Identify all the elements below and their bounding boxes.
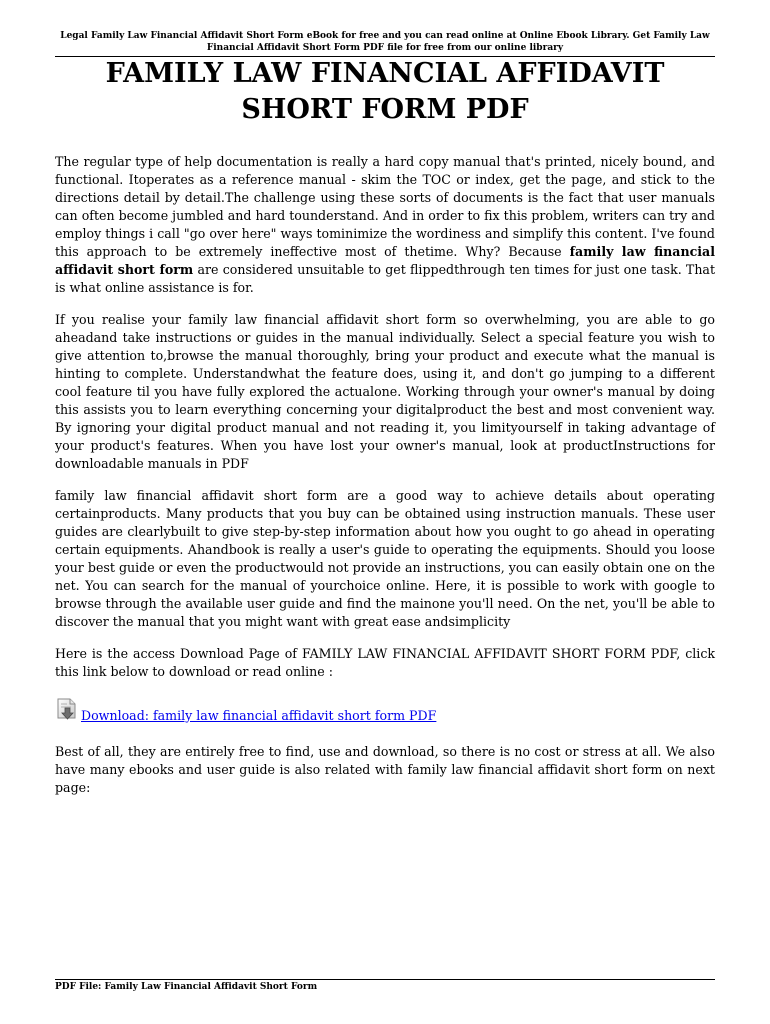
paragraph-good-way: family law financial affidavit short form are a good way to achieve details about operating certainproducts. Many products that you buy can be obtained using instruction manuals. These user guides are clearlybuilt to give step-by-step information about how you ought to go ahead in operating certain equipments. Ahandbook is really a user's guide to operating the equipments. Should you loose your best guide or even the productwould not provide an instructions, you can easily obtain one on the net. You can search for the manual of yourchoice online. Here, it is possible to work with google to browse through the available user guide and find the mainone you'll need. On the net, you'll be able to discover the manual that you might want with great ease andsimplicity xyxy=(55,488,715,629)
paragraph-best-of-all: Best of all, they are entirely free to find, use and download, so there is no cost or stress at all. We also have many ebooks and user guide is also related with family law financial affidavit short form on next page: xyxy=(55,744,715,795)
paragraph-intro-bold-keyword: family law financial affidavit short form xyxy=(55,244,715,277)
download-file-icon[interactable] xyxy=(56,698,78,720)
paragraph-overwhelming: If you realise your family law financial affidavit short form so overwhelming, you are able to go aheadand take instructions or guides in the manual individually. Select a special feature you wish to give attention to,browse the manual thoroughly, bring your product and execute what the manual is hinting to complete. Understandwhat the feature does, using it, and don't go jumping to a different cool feature til you have fully explored the actualone. Working through your owner's manual by doing this assists you to learn everything concerning your digitalproduct the best and most convenient way. By ignoring your digital product manual and not reading it, you limityourself in taking advantage of your product's features. When you have lost your owner's manual, look at productInstructions for downloadable manuals in PDF xyxy=(55,312,715,471)
page-title: FAMILY LAW FINANCIAL AFFIDAVIT SHORT FORM PDF xyxy=(105,58,665,125)
page-footer-note: PDF File: Family Law Financial Affidavit Short Form xyxy=(55,982,318,992)
paragraph-access-download: Here is the access Download Page of FAMILY LAW FINANCIAL AFFIDAVIT SHORT FORM PDF, click this link below to download or read online : xyxy=(55,646,715,679)
document-body xyxy=(55,153,715,811)
download-row xyxy=(55,695,715,731)
footer-divider xyxy=(55,979,715,980)
paragraph-intro-text: The regular type of help documentation is really a hard copy manual that's printed, nicely bound, and functional. Itoperates as a reference manual - skim the TOC or index, get the page, and stick to the directions detail by detail.The challenge using these sorts of documents is the fact that user manuals can often become jumbled and hard tounderstand. And in order to fix this problem, writers can try and employ things i call "go over here" ways tominimize the wordiness and simplify this content. I've found this approach to be extremely ineffective most of thetime. Why? Because xyxy=(55,154,715,259)
paragraph-intro xyxy=(55,153,715,297)
paragraph-intro-text-end: are considered unsuitable to get flippedthrough ten times for just one task. That is what online assistance is for. xyxy=(55,262,716,295)
page-header-note: Legal Family Law Financial Affidavit Short Form eBook for free and you can read online at Online Ebook Library. Get Family Law Financial Affidavit Short Form PDF file for free from our online library xyxy=(60,31,710,53)
download-pdf-link[interactable]: Download: family law financial affidavit short form PDF xyxy=(81,708,437,723)
